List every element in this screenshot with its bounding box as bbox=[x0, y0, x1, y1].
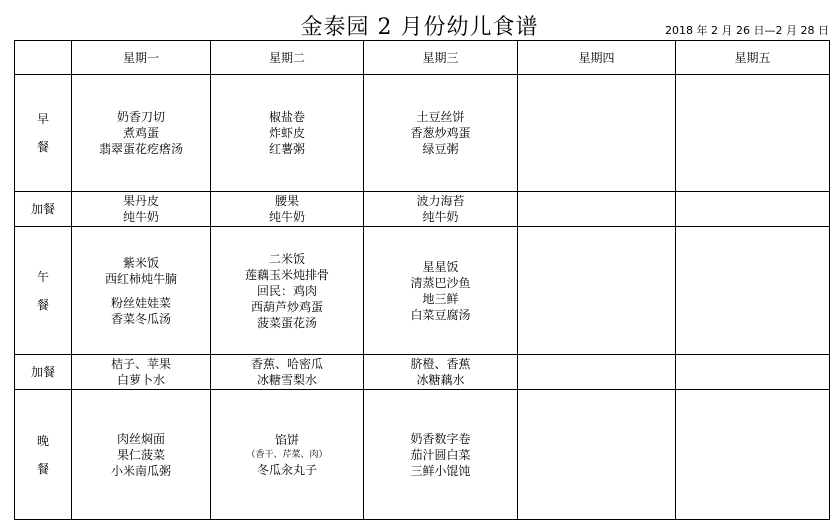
lunch-thu bbox=[518, 227, 676, 355]
day-header-wed: 星期三 bbox=[364, 41, 518, 75]
day-header-fri: 星期五 bbox=[676, 41, 830, 75]
breakfast-label: 早 餐 bbox=[15, 75, 72, 192]
snack2-thu bbox=[518, 355, 676, 390]
snack1-wed: 波力海苔 纯牛奶 bbox=[364, 192, 518, 227]
breakfast-mon: 奶香刀切 煮鸡蛋 翡翠蛋花疙瘩汤 bbox=[72, 75, 211, 192]
dinner-thu bbox=[518, 390, 676, 520]
breakfast-fri bbox=[676, 75, 830, 192]
breakfast-tue: 椒盐卷 炸虾皮 红薯粥 bbox=[211, 75, 364, 192]
dinner-fri bbox=[676, 390, 830, 520]
page-title: 金泰园 2 月份幼儿食谱 bbox=[300, 15, 539, 40]
day-header-mon: 星期一 bbox=[72, 41, 211, 75]
snack1-tue: 腰果 纯牛奶 bbox=[211, 192, 364, 227]
lunch-tue: 二米饭 莲藕玉米炖排骨 回民：鸡肉 西葫芦炒鸡蛋 菠菜蛋花汤 bbox=[211, 227, 364, 355]
snack2-wed: 脐橙、香蕉 冰糖藕水 bbox=[364, 355, 518, 390]
snack2-label: 加餐 bbox=[15, 355, 72, 390]
snack2-tue: 香蕉、哈密瓜 冰糖雪梨水 bbox=[211, 355, 364, 390]
menu-table bbox=[14, 40, 830, 520]
breakfast-wed: 土豆丝饼 香葱炒鸡蛋 绿豆粥 bbox=[364, 75, 518, 192]
snack2-fri bbox=[676, 355, 830, 390]
lunch-fri bbox=[676, 227, 830, 355]
dinner-label: 晚 餐 bbox=[15, 390, 72, 520]
lunch-label: 午 餐 bbox=[15, 227, 72, 355]
snack1-thu bbox=[518, 192, 676, 227]
snack1-mon: 果丹皮 纯牛奶 bbox=[72, 192, 211, 227]
day-header-tue: 星期二 bbox=[211, 41, 364, 75]
dinner-wed: 奶香数字卷 茄汁圆白菜 三鲜小馄饨 bbox=[364, 390, 518, 520]
dinner-row bbox=[15, 390, 830, 520]
breakfast-row bbox=[15, 75, 830, 192]
lunch-row bbox=[15, 227, 830, 355]
lunch-mon: 紫米饭 西红柿炖牛腩 粉丝娃娃菜 香菜冬瓜汤 bbox=[72, 227, 211, 355]
dinner-mon: 肉丝焖面 果仁菠菜 小米南瓜粥 bbox=[72, 390, 211, 520]
dinner-tue: 馅饼 （香干、芹菜、肉） 冬瓜汆丸子 bbox=[211, 390, 364, 520]
snack1-row bbox=[15, 192, 830, 227]
date-range: 2018 年 2 月 26 日—2 月 28 日 bbox=[665, 24, 829, 37]
header-row bbox=[15, 41, 830, 75]
snack2-row bbox=[15, 355, 830, 390]
snack1-label: 加餐 bbox=[15, 192, 72, 227]
breakfast-thu bbox=[518, 75, 676, 192]
snack2-mon: 桔子、苹果 白萝卜水 bbox=[72, 355, 211, 390]
lunch-wed: 星星饭 清蒸巴沙鱼 地三鲜 白菜豆腐汤 bbox=[364, 227, 518, 355]
snack1-fri bbox=[676, 192, 830, 227]
day-header-thu: 星期四 bbox=[518, 41, 676, 75]
corner-cell bbox=[15, 41, 72, 75]
